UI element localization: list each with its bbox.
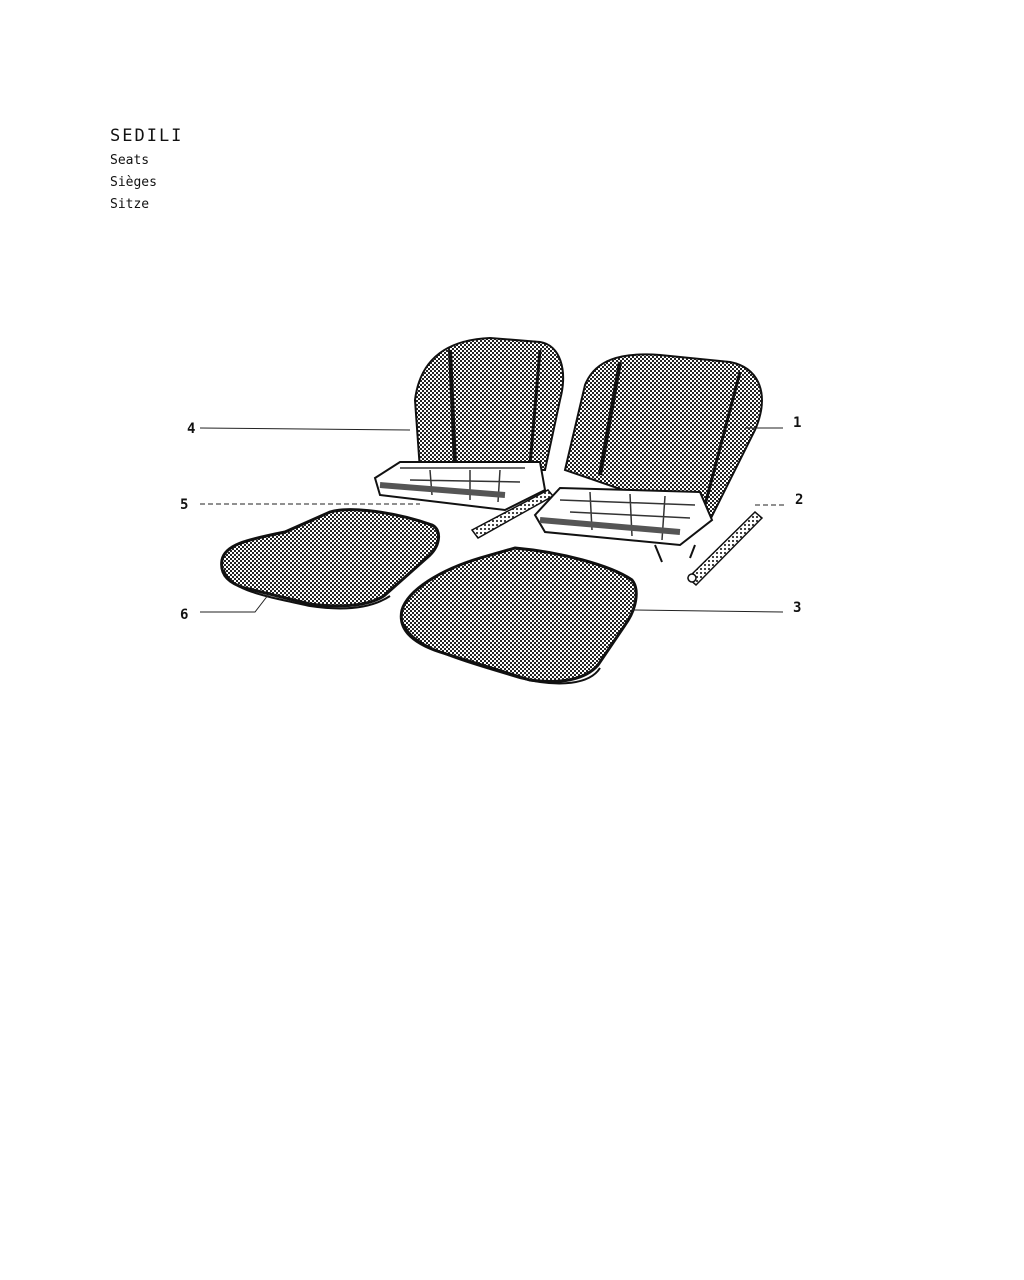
right-seat-frame [535,354,762,562]
left-seat-frame [375,338,563,510]
callout-5: 5 [180,497,189,513]
heading-subtitle-en: Seats [110,153,150,168]
callout-1: 1 [793,415,802,431]
callout-2: 2 [795,492,804,508]
right-seat-cushion [401,548,636,683]
callout-4: 4 [187,421,196,437]
callout-3: 3 [793,600,802,616]
left-seat-cushion [222,510,439,609]
heading-subtitle-de: Sitze [110,197,150,212]
heading-subtitle-fr: Sièges [110,175,157,190]
callout-6: 6 [180,607,189,623]
heading-title: SEDILI [110,126,184,146]
